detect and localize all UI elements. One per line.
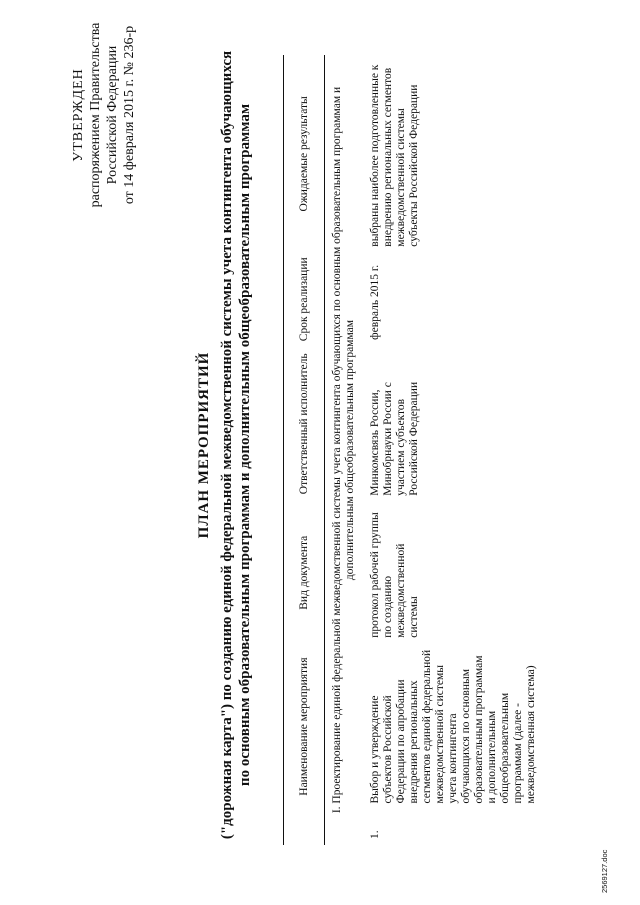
header-term: Срок реализации <box>284 253 325 346</box>
table-row <box>365 55 542 845</box>
section-title: I. Проектирование единой федеральной межведомственной системы учета контингента обучающихся по основным образовательным программам и дополнительным общеобразовательным программам <box>331 86 356 814</box>
row-doc: протокол рабочей группы по созданию межведомственной системы <box>369 512 420 638</box>
header-doc: Вид документа <box>284 502 325 644</box>
row-name: Выбор и утверждение субъектов Российской Федерации по апробации внедрения региональных сегментов единой федеральной межведомственной системы учета контингента обучающихся по основным образовательным программам и дополнительным общеобразовательным программам (далее - межведомственная система) <box>369 649 537 804</box>
approval-line-1: распоряжением Правительства <box>88 22 103 208</box>
section-row <box>325 55 366 845</box>
header-executor: Ответственный исполнитель <box>284 346 325 502</box>
table-header-row <box>284 55 325 845</box>
row-executor: Минкомсвязь России, Минобрнауки России с участием субъектов Российской Федерации <box>369 381 420 496</box>
plan-title: ПЛАН МЕРОПРИЯТИЙ <box>196 351 212 539</box>
row-number: 1. <box>369 830 381 839</box>
row-term: февраль 2015 г. <box>369 264 381 340</box>
row-result: выбраны наиболее подготовленные к внедрению региональных сегментов межведомственной системы субъекты Российской Федерации <box>369 64 420 247</box>
approval-stamp <box>70 20 138 210</box>
plan-subtitle-line-1: ("дорожная карта") по созданию единой федеральной межведомственной системы учета контингента обучающихся <box>219 50 235 840</box>
plan-subtitle <box>218 45 254 845</box>
measures-table <box>283 55 542 845</box>
approval-line-2: Российской Федерации <box>105 45 120 185</box>
header-number <box>284 810 325 846</box>
approval-title: УТВЕРЖДЕН <box>71 68 86 162</box>
approval-line-3: от 14 февраля 2015 г. № 236-р <box>122 25 137 205</box>
file-code: 2569127.doc <box>600 849 609 893</box>
header-name: Наименование мероприятия <box>284 644 325 810</box>
header-result: Ожидаемые результаты <box>284 55 325 253</box>
plan-subtitle-line-2: по основным образовательным программам и дополнительным общеобразовательным программам <box>237 103 253 787</box>
